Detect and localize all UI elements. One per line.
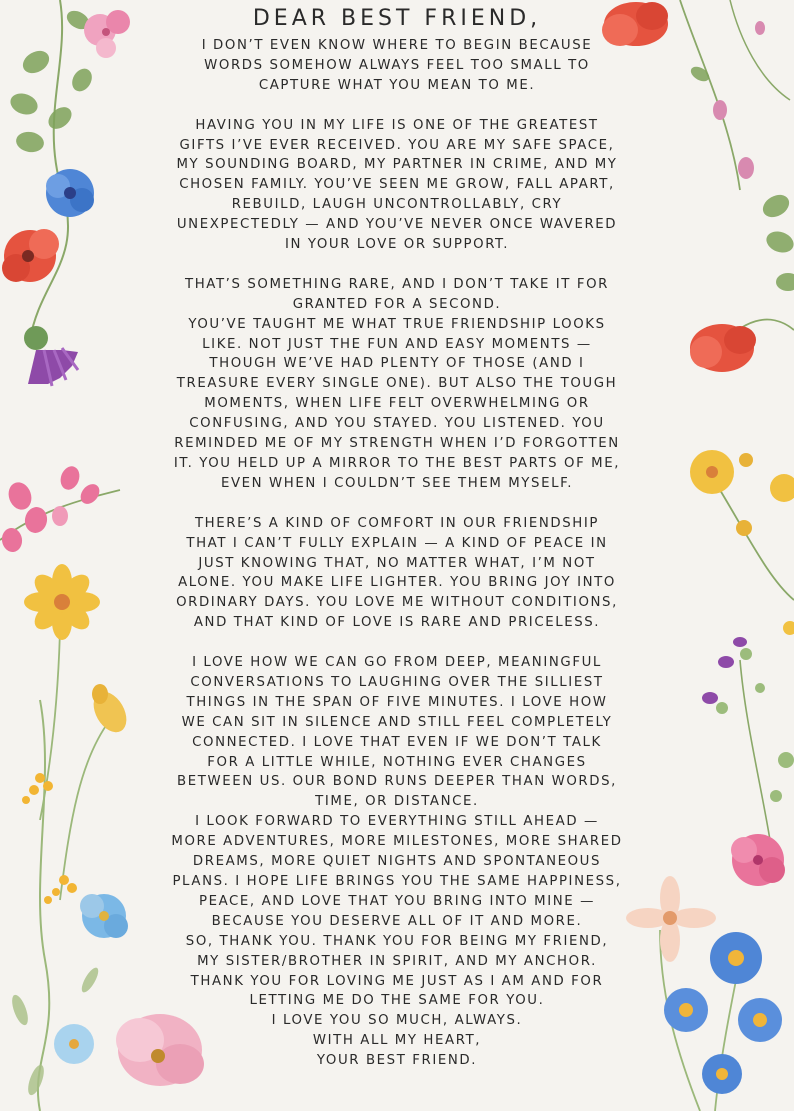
paragraph-deep-conversations bbox=[110, 653, 684, 812]
green-buds-right bbox=[716, 648, 794, 802]
paragraph-looking-forward bbox=[110, 812, 684, 931]
text-line: THAT’S SOMETHING RARE, AND I DON’T TAKE IT FOR bbox=[184, 276, 610, 292]
text-line: GIFTS I’VE EVER RECEIVED. YOU ARE MY SAFE SPACE, bbox=[179, 137, 615, 153]
paragraph-opening bbox=[110, 36, 684, 96]
text-line: PLANS. I HOPE LIFE BRINGS YOU THE SAME HAPPINESS, bbox=[172, 874, 622, 889]
text-line: TIME, OR DISTANCE. bbox=[315, 794, 479, 810]
paragraph-love-you bbox=[110, 1011, 684, 1031]
paragraph-thank-you bbox=[110, 932, 684, 1012]
leaf-cluster-right bbox=[688, 64, 794, 291]
blue-flower-small-left bbox=[54, 1024, 94, 1064]
text-line: THOUGH WE’VE HAD PLENTY OF THOSE (AND I bbox=[209, 356, 585, 372]
leaf-cluster-top-left bbox=[7, 7, 95, 154]
text-line: PEACE, AND LOVE THAT YOU BRING INTO MINE — bbox=[198, 893, 596, 909]
text-line: THAT I CAN’T FULLY EXPLAIN — A KIND OF PEACE IN bbox=[186, 535, 608, 551]
text-line: THERE’S A KIND OF COMFORT IN OUR FRIENDSHIP bbox=[194, 515, 600, 531]
text-line: MORE ADVENTURES, MORE MILESTONES, MORE SHARED bbox=[171, 834, 623, 850]
text-line: I DON’T EVEN KNOW WHERE TO BEGIN BECAUSE bbox=[201, 38, 593, 53]
text-line: LETTING ME DO THE SAME FOR YOU. bbox=[249, 993, 545, 1009]
text-line: FOR A LITTLE WHILE, NOTHING EVER CHANGES bbox=[207, 754, 587, 770]
signature-line: YOUR BEST FRIEND. bbox=[316, 1053, 478, 1069]
paragraph-something-rare bbox=[110, 275, 684, 315]
blue-daisy-4 bbox=[702, 1054, 742, 1094]
text-line: JUST KNOWING THAT, NO MATTER WHAT, I’M NOT bbox=[198, 555, 596, 571]
text-line: BECAUSE YOU DESERVE ALL OF IT AND MORE. bbox=[211, 913, 583, 929]
text-line: GRANTED FOR A SECOND. bbox=[292, 296, 502, 312]
text-line: EVEN WHEN I COULDN’T SEE THEM MYSELF. bbox=[220, 475, 574, 491]
text-line: IT. YOU HELD UP A MIRROR TO THE BEST PARTS OF ME, bbox=[173, 456, 621, 471]
pink-buds-top-right bbox=[713, 21, 765, 179]
yellow-flowers-right bbox=[690, 450, 794, 635]
text-line: HAVING YOU IN MY LIFE IS ONE OF THE GREATEST bbox=[195, 117, 599, 133]
thistle-left bbox=[24, 326, 78, 386]
letter-body bbox=[110, 4, 684, 1071]
text-line: WORDS SOMEHOW ALWAYS FEEL TOO SMALL TO bbox=[204, 57, 590, 73]
paragraph-true-friendship bbox=[110, 315, 684, 494]
text-line: MY SOUNDING BOARD, MY PARTNER IN CRIME, AND MY bbox=[176, 157, 618, 173]
pink-snapdragons-left bbox=[0, 464, 103, 554]
text-line: MOMENTS, WHEN LIFE FELT OVERWHELMING OR bbox=[204, 396, 590, 412]
paragraph-greatest-gifts bbox=[110, 116, 684, 255]
text-line: WE CAN SIT IN SILENCE AND STILL FEEL COMPLETELY bbox=[181, 714, 613, 730]
text-line: CONVERSATIONS TO LAUGHING OVER THE SILLIEST bbox=[190, 674, 604, 690]
text-line: MY SISTER/BROTHER IN SPIRIT, AND MY ANCHOR. bbox=[197, 953, 597, 969]
text-line: THINGS IN THE SPAN OF FIVE MINUTES. I LOVE HOW bbox=[186, 694, 608, 710]
yellow-flower-left bbox=[24, 564, 100, 640]
letter-signoff bbox=[110, 1031, 684, 1071]
text-line: I LOOK FORWARD TO EVERYTHING STILL AHEAD — bbox=[195, 814, 599, 830]
cornflower-left bbox=[46, 169, 94, 217]
text-line: ALONE. YOU MAKE LIFE LIGHTER. YOU BRING JOY INTO bbox=[178, 575, 616, 591]
red-poppy-right bbox=[690, 324, 756, 372]
blue-daisy-1 bbox=[710, 932, 762, 984]
text-line: ORDINARY DAYS. YOU LOVE ME WITHOUT CONDITIONS, bbox=[176, 595, 618, 611]
paragraph-comfort bbox=[110, 514, 684, 633]
text-line: CHOSEN FAMILY. YOU’VE SEEN ME GROW, FALL APART, bbox=[179, 177, 615, 193]
text-line: BETWEEN US. OUR BOND RUNS DEEPER THAN WORDS, bbox=[177, 774, 617, 790]
pink-flower-right bbox=[731, 834, 785, 886]
text-line: AND THAT KIND OF LOVE IS RARE AND PRICELESS. bbox=[193, 615, 601, 631]
text-line: THANK YOU FOR LOVING ME JUST AS I AM AND FOR bbox=[190, 973, 604, 989]
text-line: I LOVE HOW WE CAN GO FROM DEEP, MEANINGFUL bbox=[192, 655, 602, 671]
text-line: CONNECTED. I LOVE THAT EVEN IF WE DON’T TALK bbox=[192, 734, 602, 750]
text-line: CAPTURE WHAT YOU MEAN TO ME. bbox=[258, 77, 536, 93]
text-line: REMINDED ME OF MY STRENGTH WHEN I’D FORGOTTEN bbox=[174, 436, 620, 452]
text-line: IN YOUR LOVE OR SUPPORT. bbox=[284, 237, 510, 253]
red-flower-left bbox=[2, 229, 59, 282]
text-line: UNEXPECTEDLY — AND YOU’VE NEVER ONCE WAVERED bbox=[176, 217, 618, 233]
blue-daisy-3 bbox=[738, 998, 782, 1042]
text-line: YOU’VE TAUGHT ME WHAT TRUE FRIENDSHIP LOOKS bbox=[188, 316, 606, 332]
letter-title: DEAR BEST FRIEND, bbox=[252, 6, 542, 31]
closing-line: WITH ALL MY HEART, bbox=[312, 1033, 482, 1049]
text-line: TREASURE EVERY SINGLE ONE). BUT ALSO THE TOUGH bbox=[176, 376, 618, 392]
text-line: DREAMS, MORE QUIET NIGHTS AND SPONTANEOUS bbox=[192, 854, 602, 870]
text-line: SO, THANK YOU. THANK YOU FOR BEING MY FRIEND, bbox=[185, 933, 609, 949]
text-line: CONFUSING, AND YOU STAYED. YOU LISTENED. YOU bbox=[189, 416, 605, 432]
text-line: I LOVE YOU SO MUCH, ALWAYS. bbox=[271, 1013, 523, 1029]
text-line: REBUILD, LAUGH UNCONTROLLABLY, CRY bbox=[231, 197, 563, 213]
text-line: LIKE. NOT JUST THE FUN AND EASY MOMENTS — bbox=[202, 336, 592, 352]
